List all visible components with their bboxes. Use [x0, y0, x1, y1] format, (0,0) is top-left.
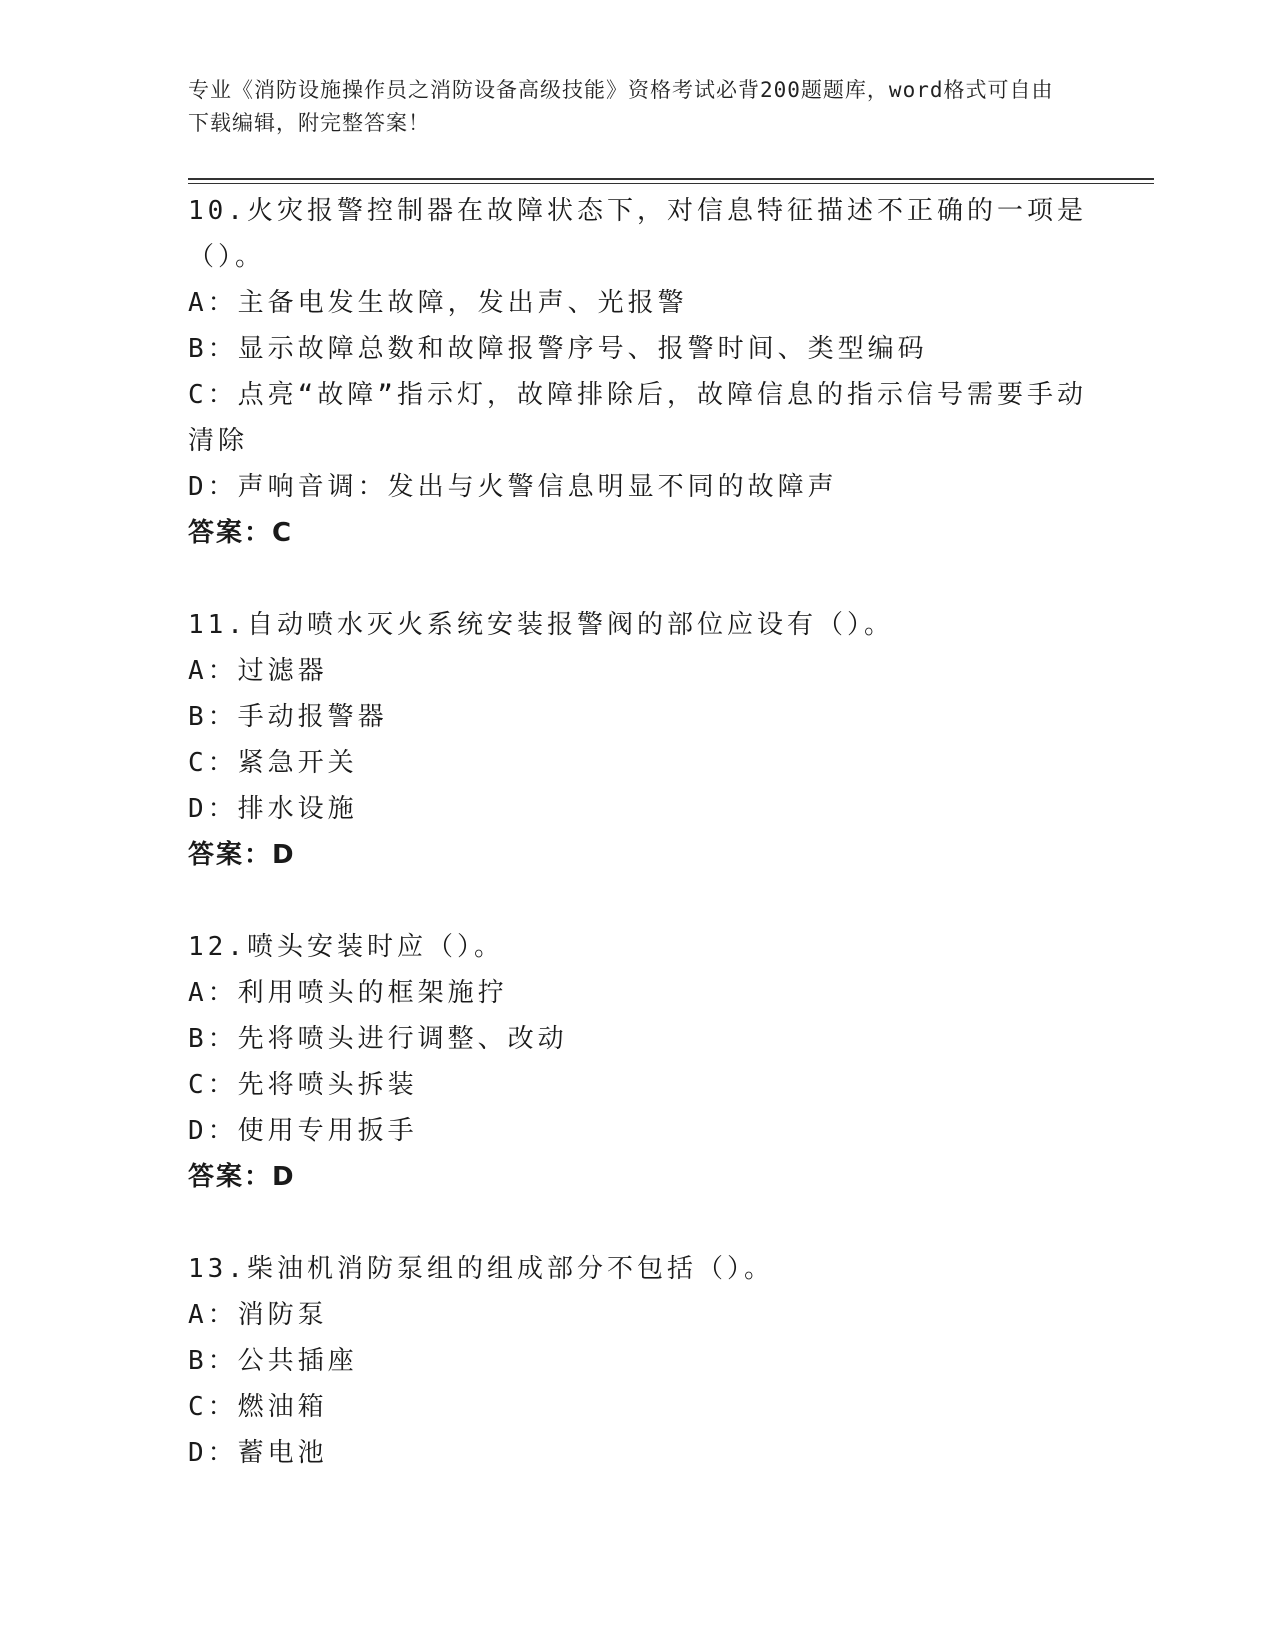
option-b: B：先将喷头进行调整、改动 [188, 1024, 568, 1054]
question-stem: 13.柴油机消防泵组的组成部分不包括（）。 [188, 1254, 774, 1284]
option-a: A：过滤器 [188, 656, 328, 686]
option-c: C：燃油箱 [188, 1392, 328, 1422]
option-a: A：主备电发生故障，发出声、光报警 [188, 288, 688, 318]
question-stem: 12.喷头安装时应（）。 [188, 932, 504, 962]
option-b: B：公共插座 [188, 1346, 358, 1376]
option-b: B：显示故障总数和故障报警序号、报警时间、类型编码 [188, 334, 928, 364]
question-13 [188, 1246, 1088, 1476]
option-d: D：蓄电池 [188, 1438, 328, 1468]
answer: 答案：D [188, 840, 296, 870]
option-d: D：排水设施 [188, 794, 358, 824]
option-d: D：声响音调：发出与火警信息明显不同的故障声 [188, 472, 838, 502]
option-c: C：先将喷头拆装 [188, 1070, 418, 1100]
option-a: A：利用喷头的框架施拧 [188, 978, 508, 1008]
question-11 [188, 602, 1088, 878]
question-stem: 10.火灾报警控制器在故障状态下，对信息特征描述不正确的一项是（）。 [188, 196, 1087, 272]
option-a: A：消防泵 [188, 1300, 328, 1330]
document-header: 专业《消防设施操作员之消防设备高级技能》资格考试必背200题题库，word格式可自由下载编辑，附完整答案！ [188, 78, 1054, 135]
option-c: C：紧急开关 [188, 748, 358, 778]
option-c: C：点亮“故障”指示灯，故障排除后，故障信息的指示信号需要手动清除 [188, 380, 1087, 456]
question-12 [188, 924, 1088, 1200]
option-d: D：使用专用扳手 [188, 1116, 418, 1146]
question-stem: 11.自动喷水灭火系统安装报警阀的部位应设有（）。 [188, 610, 894, 640]
answer: 答案：C [188, 518, 294, 548]
header-rule-thin [188, 183, 1154, 184]
option-b: B：手动报警器 [188, 702, 388, 732]
question-10 [188, 188, 1088, 556]
header-rule-thick [188, 178, 1154, 180]
answer: 答案：D [188, 1162, 296, 1192]
question-list [188, 188, 1088, 1522]
